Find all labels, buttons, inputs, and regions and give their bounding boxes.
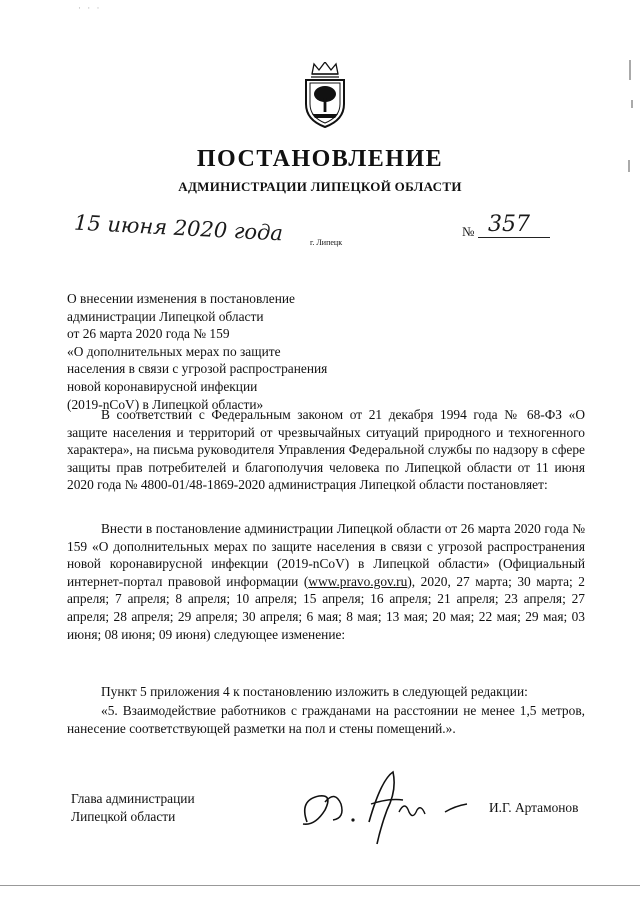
city-label: г. Липецк [310,238,343,247]
number-label: № [462,224,475,239]
handwritten-signature-icon [285,760,475,850]
resolution-text-start: Внести в постановление администрации Липецкой области от 26 марта 2020 года № 159 «О дополнительных мерах по защите населения в связи с угрозой распространения новой коронавирусной инфекции (2019-nCoV) в Липецкой области» (Официальный интернет-портал правовой информации ( [67,521,585,589]
preamble-paragraph: В соответствии с Федеральным законом от 21 декабря 1994 года № 68-ФЗ «О защите населения и территорий от чрезвычайных ситуаций природного и техногенного характера», на письма руководителя Управления Федеральной службы по надзору в сфере защиты прав потребителей и благополучия человека по Липецкой области от 11 июня 2020 года № 4800-01/48-1869-2020 администрация Липецкой области постановляет: [67,407,585,493]
subject-line: населения в связи с угрозой распространения [67,361,328,377]
subject-line: новой коронавирусной инфекции [67,378,258,394]
subject-line: от 26 марта 2020 года № 159 [67,326,230,342]
signatory-position-line: Липецкой области [71,808,176,824]
document-subtitle: АДМИНИСТРАЦИИ ЛИПЕЦКОЙ ОБЛАСТИ [178,179,462,194]
subject-line: «О дополнительных мерах по защите [67,343,281,359]
signatory-position-line: Глава администрации [71,791,195,806]
signatory-position [71,790,195,825]
amendment-text-paragraph: «5. Взаимодействие работников с гражданами на расстоянии не менее 1,5 метров, нанесение соответствующей разметки на пол и стены помещений.». [67,703,585,736]
scan-edge-marks [624,40,636,240]
resolution-paragraph [67,520,585,643]
subject-line: О внесении изменения в постановление [67,291,295,306]
signatory-name: И.Г. Артамонов [489,800,579,815]
subject-line: администрации Липецкой области [67,308,264,324]
handwritten-number: 357 [488,212,530,237]
subject-line: (2019-nCoV) в Липецкой области» [67,396,264,412]
document-title: ПОСТАНОВЛЕНИЕ [196,146,444,172]
number-underline [478,237,550,238]
resolution-text-end: ), 2020, 27 марта; 30 марта; 2 апреля; 7 апреля; 8 апреля; 10 апреля; 15 апреля; 16 апреля; 21 апреля; 23 апреля; 27 апреля; 28 апреля; 29 апреля; 30 апреля; 6 мая; 8 мая; 13 мая; 20 мая; 22 мая; 29 мая; 03 июня; 08 июня; 09 июня) следующее изменение: [67,573,586,642]
pravo-gov-link[interactable]: www.pravo.gov.ru [308,573,408,589]
handwritten-date: 15 июня 2020 года [73,210,284,246]
scan-corner-mark: · · · [78,3,102,13]
document-subject [67,290,387,413]
scan-bottom-edge [0,885,640,886]
coat-of-arms-icon [300,62,350,128]
amendment-intro-paragraph: Пункт 5 приложения 4 к постановлению изложить в следующей редакции: [101,684,528,699]
